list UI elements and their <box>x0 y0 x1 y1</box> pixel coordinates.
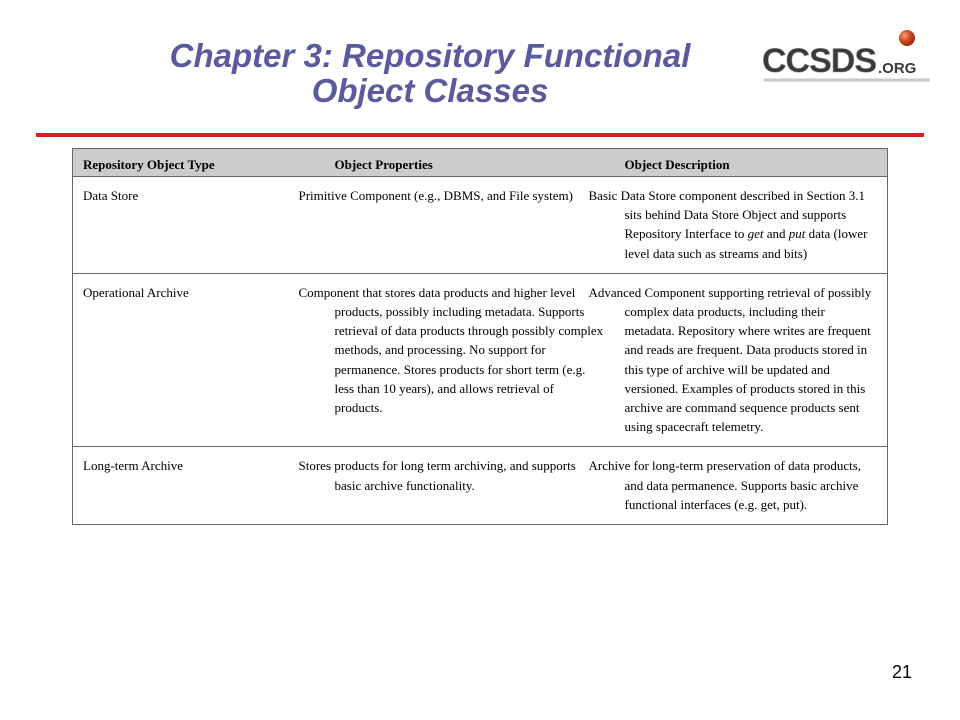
table-header-row <box>73 149 888 177</box>
slide-title-line-1: Chapter 3: Repository Functional <box>169 37 691 74</box>
cell-object-type: Operational Archive <box>73 273 325 447</box>
header-object-description: Object Description <box>615 149 888 177</box>
object-classes-table <box>72 148 888 525</box>
header-repository-object-type: Repository Object Type <box>73 149 325 177</box>
cell-object-properties: Stores products for long term archiving, and supports basic archive functionality. <box>325 447 615 525</box>
cell-object-type: Data Store <box>73 177 325 274</box>
slide-title <box>120 38 740 108</box>
cell-object-description: Advanced Component supporting retrieval of possibly complex data products, including their metadata. Repository where writes are frequent and reads are frequent. Data products stored in this type of archive will be updated and versioned. Examples of products stored in this archive are command sequence products sent using spacecraft telemetry. <box>615 273 888 447</box>
cell-object-description: Basic Data Store component described in Section 3.1 sits behind Data Store Object and supports Repository Interface to get and put data (lower level data such as streams and bits) <box>615 177 888 274</box>
cell-object-description: Archive for long-term preservation of data products, and data permanence. Supports basic archive functional interfaces (e.g. get, put). <box>615 447 888 525</box>
logo-orb-icon <box>899 30 915 46</box>
table-row <box>73 447 888 525</box>
logo-suffix: .ORG <box>878 60 917 77</box>
cell-object-properties: Primitive Component (e.g., DBMS, and File system) <box>325 177 615 274</box>
header-object-properties: Object Properties <box>325 149 615 177</box>
logo-text: CCSDS <box>762 42 877 80</box>
cell-object-type: Long-term Archive <box>73 447 325 525</box>
table-row <box>73 273 888 447</box>
ccsds-logo <box>758 28 938 88</box>
slide-title-line-2: Object Classes <box>311 72 549 109</box>
cell-object-properties: Component that stores data products and higher level products, possibly including metadata. Supports retrieval of data products through possibly complex methods, and processing. No support for permanence. Stores products for short term (e.g. less than 10 years), and allows retrieval of products. <box>325 273 615 447</box>
page-number: 21 <box>891 662 912 682</box>
title-divider <box>36 133 924 137</box>
table-row <box>73 177 888 274</box>
